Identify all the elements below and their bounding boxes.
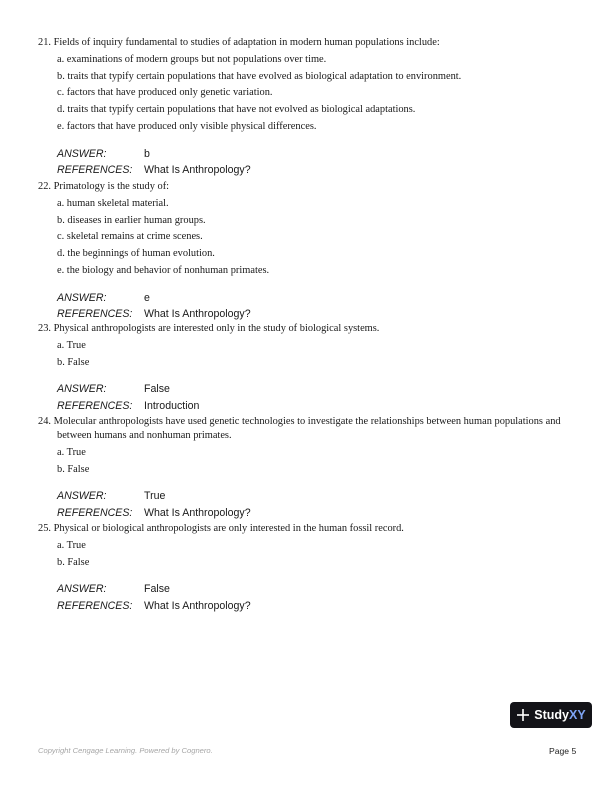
question-25 xyxy=(38,522,578,614)
option: d. traits that typify certain populations that have not evolved as biological adaptations. xyxy=(57,104,416,116)
option: e. factors that have produced only visible physical differences. xyxy=(57,120,317,132)
option: c. skeletal remains at crime scenes. xyxy=(57,231,203,243)
answer-value: False xyxy=(144,583,170,596)
answer-block xyxy=(57,581,578,614)
question-stem: 22. Primatology is the study of: xyxy=(38,181,170,192)
answer-block xyxy=(57,290,578,323)
question-23 xyxy=(38,322,578,414)
answer-label: ANSWER: xyxy=(57,147,107,160)
answer-label: ANSWER: xyxy=(57,490,107,503)
references-label: REFERENCES: xyxy=(57,599,133,612)
references-value: What Is Anthropology? xyxy=(144,164,251,177)
option: b. False xyxy=(57,356,90,368)
studyxy-badge[interactable] xyxy=(510,702,592,728)
references-value: What Is Anthropology? xyxy=(144,308,251,321)
options-list xyxy=(57,196,578,280)
answer-row xyxy=(57,581,578,598)
page-number: Page 5 xyxy=(549,746,577,756)
option: b. diseases in earlier human groups. xyxy=(57,214,206,226)
plus-icon xyxy=(516,708,530,722)
footer-copyright: Copyright Cengage Learning. Powered by Cognero. xyxy=(38,746,213,755)
options-list xyxy=(57,338,578,371)
option: d. the beginnings of human evolution. xyxy=(57,248,215,260)
question-stem: 21. Fields of inquiry fundamental to studies of adaptation in modern human populations include: xyxy=(38,37,440,48)
references-row xyxy=(57,162,578,179)
options-list xyxy=(57,445,578,478)
answer-row xyxy=(57,488,578,505)
option: b. traits that typify certain populations that have evolved as biological adaptation to environment. xyxy=(57,70,462,82)
references-value: What Is Anthropology? xyxy=(144,599,251,612)
question-21 xyxy=(38,36,578,179)
option: a. True xyxy=(57,540,86,551)
option: c. factors that have produced only genetic variation. xyxy=(57,87,273,99)
answer-block xyxy=(57,146,578,179)
question-stem: 23. Physical anthropologists are interested only in the study of biological systems. xyxy=(38,323,380,334)
option: a. examinations of modern groups but not populations over time. xyxy=(57,54,327,65)
references-row xyxy=(57,398,578,415)
references-value: What Is Anthropology? xyxy=(144,506,251,519)
question-24 xyxy=(38,415,578,521)
option: b. False xyxy=(57,463,90,475)
answer-block xyxy=(57,488,578,521)
answer-row xyxy=(57,146,578,163)
references-row xyxy=(57,598,578,615)
question-stem: 24. Molecular anthropologists have used genetic technologies to investigate the relationships between human populations and between humans and nonhuman primates. xyxy=(38,416,561,441)
answer-label: ANSWER: xyxy=(57,383,107,396)
references-label: REFERENCES: xyxy=(57,506,133,519)
references-row xyxy=(57,505,578,522)
answer-block xyxy=(57,381,578,414)
references-row xyxy=(57,306,578,323)
answer-value: False xyxy=(144,383,170,396)
answer-value: b xyxy=(144,147,150,160)
options-list xyxy=(57,538,578,571)
answer-row xyxy=(57,290,578,307)
references-label: REFERENCES: xyxy=(57,164,133,177)
answer-label: ANSWER: xyxy=(57,291,107,304)
options-list xyxy=(57,52,578,136)
option: a. True xyxy=(57,447,86,458)
option: a. human skeletal material. xyxy=(57,198,169,209)
references-label: REFERENCES: xyxy=(57,399,133,412)
option: b. False xyxy=(57,556,90,568)
references-label: REFERENCES: xyxy=(57,308,133,321)
answer-row xyxy=(57,381,578,398)
question-stem: 25. Physical or biological anthropologists are only interested in the human fossil record. xyxy=(38,523,404,534)
answer-value: e xyxy=(144,291,150,304)
option: a. True xyxy=(57,340,86,351)
question-22 xyxy=(38,180,578,323)
answer-value: True xyxy=(144,490,166,503)
answer-label: ANSWER: xyxy=(57,583,107,596)
badge-text: StudyXY xyxy=(534,708,586,722)
references-value: Introduction xyxy=(144,399,200,412)
option: e. the biology and behavior of nonhuman primates. xyxy=(57,264,270,276)
